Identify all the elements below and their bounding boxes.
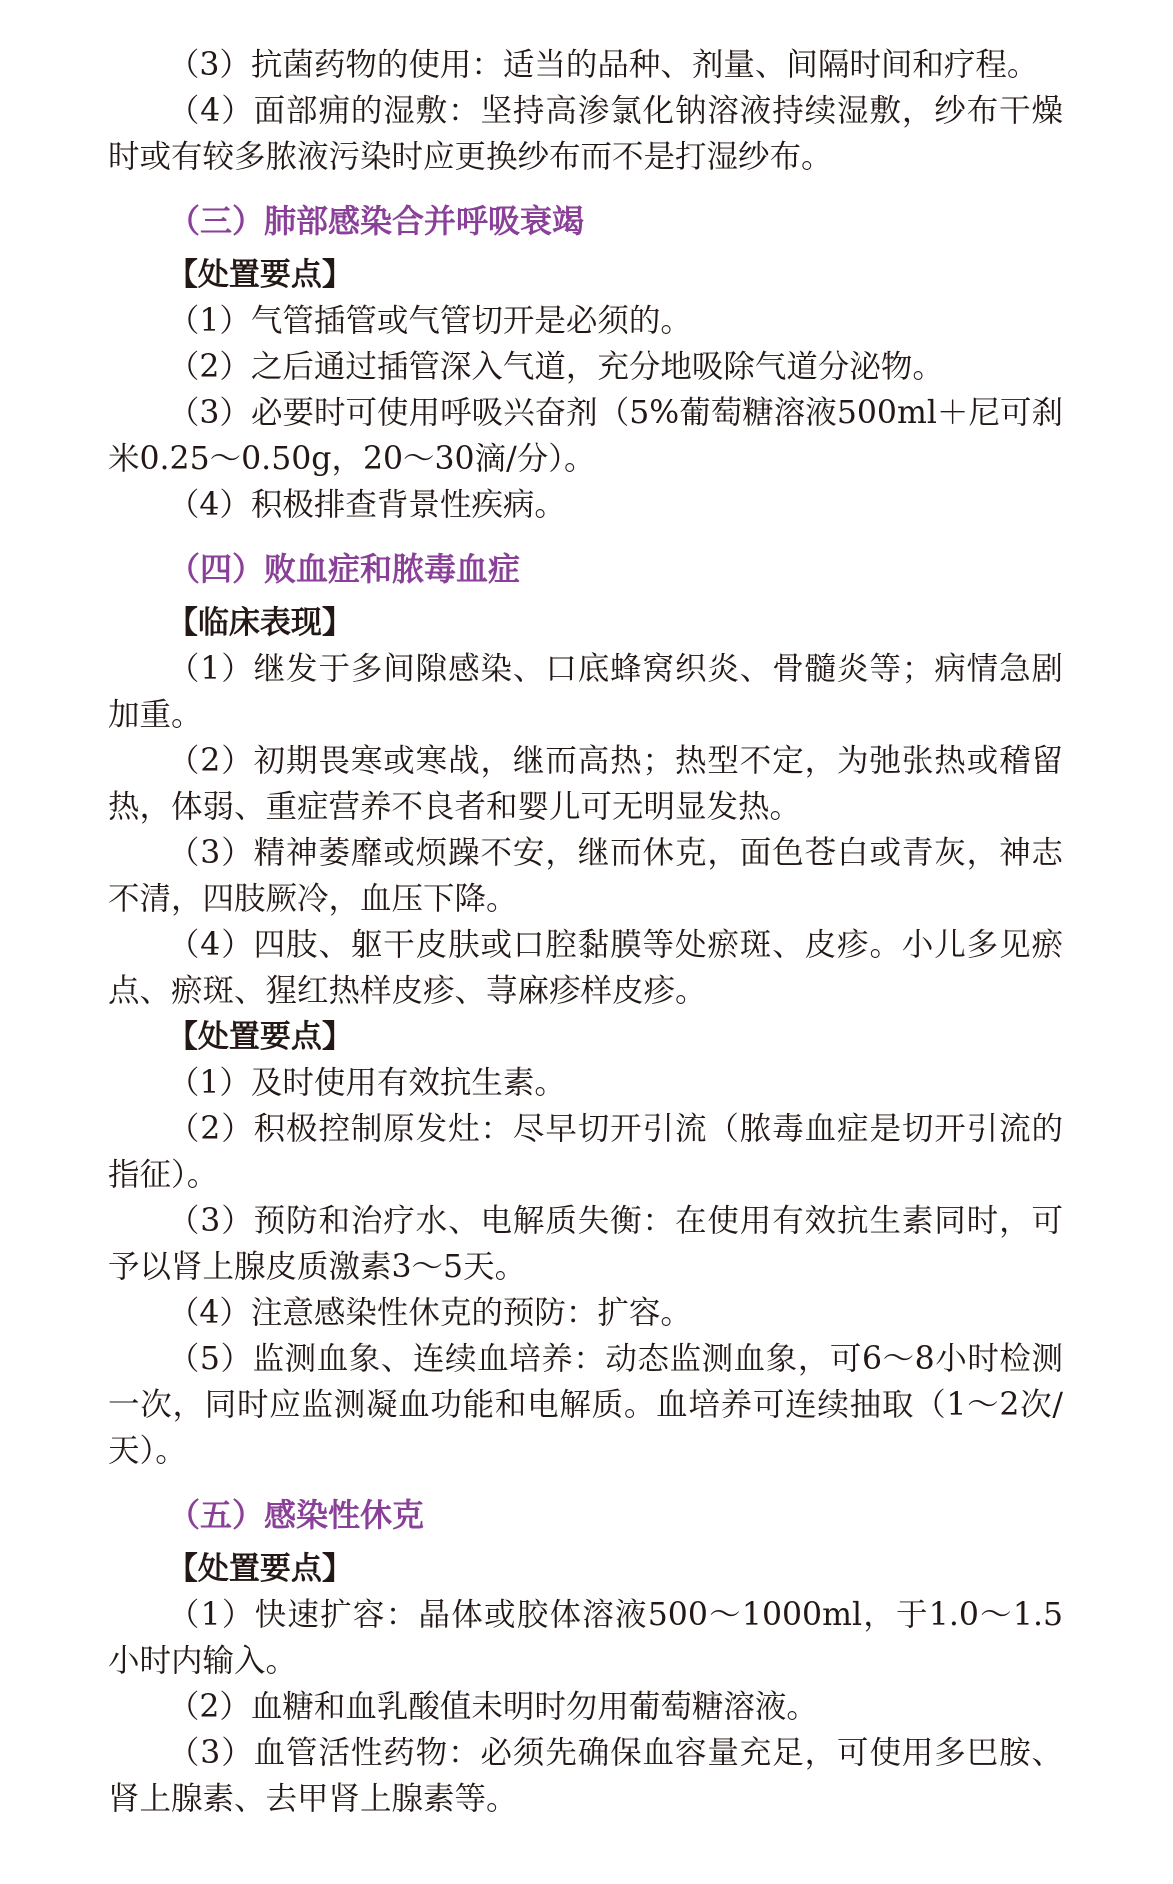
subheading: 【临床表现】 xyxy=(166,605,353,641)
section-heading: （五）感染性休克 xyxy=(168,1496,425,1534)
paragraph: （1）及时使用有效抗生素。 xyxy=(167,1065,566,1101)
paragraph: （4）面部痈的湿敷：坚持高渗氯化钠溶液持续湿敷，纱布干燥时或有较多脓液污染时应更换纱布而不是打湿纱布。 xyxy=(108,93,1063,175)
paragraph: （4）积极排查背景性疾病。 xyxy=(167,487,566,523)
paragraph: （4）注意感染性休克的预防：扩容。 xyxy=(167,1295,692,1331)
paragraph: （4）四肢、躯干皮肤或口腔黏膜等处瘀斑、皮疹。小儿多见瘀点、瘀斑、猩红热样皮疹、荨麻疹样皮疹。 xyxy=(108,927,1063,1009)
paragraph: （3）预防和治疗水、电解质失衡：在使用有效抗生素同时，可予以肾上腺皮质激素3～5天。 xyxy=(108,1203,1063,1285)
subheading: 【处置要点】 xyxy=(166,1551,353,1587)
subheading: 【处置要点】 xyxy=(166,1019,353,1055)
section-heading: （四）败血症和脓毒血症 xyxy=(168,550,521,588)
document-page xyxy=(108,42,1063,1822)
paragraph: （1）气管插管或气管切开是必须的。 xyxy=(167,303,692,339)
paragraph: （1）继发于多间隙感染、口底蜂窝织炎、骨髓炎等；病情急剧加重。 xyxy=(108,651,1063,733)
paragraph: （1）快速扩容：晶体或胶体溶液500～1000ml，于1.0～1.5小时内输入。 xyxy=(108,1597,1063,1679)
paragraph: （2）之后通过插管深入气道，充分地吸除气道分泌物。 xyxy=(167,349,944,385)
paragraph: （3）抗菌药物的使用：适当的品种、剂量、间隔时间和疗程。 xyxy=(167,47,1039,83)
subheading: 【处置要点】 xyxy=(166,257,353,293)
paragraph: （2）血糖和血乳酸值未明时勿用葡萄糖溶液。 xyxy=(167,1689,818,1725)
paragraph: （2）初期畏寒或寒战，继而高热；热型不定，为弛张热或稽留热，体弱、重症营养不良者和婴儿可无明显发热。 xyxy=(108,743,1063,825)
paragraph: （3）必要时可使用呼吸兴奋剂（5%葡萄糖溶液500ml＋尼可刹米0.25～0.50g，20～30滴/分）。 xyxy=(108,395,1063,477)
section-heading: （三）肺部感染合并呼吸衰竭 xyxy=(168,202,585,240)
paragraph: （3）精神萎靡或烦躁不安，继而休克，面色苍白或青灰，神志不清，四肢厥冷，血压下降。 xyxy=(108,835,1063,917)
paragraph: （5）监测血象、连续血培养：动态监测血象，可6～8小时检测一次，同时应监测凝血功能和电解质。血培养可连续抽取（1～2次/天）。 xyxy=(108,1341,1063,1469)
paragraph: （3）血管活性药物：必须先确保血容量充足，可使用多巴胺、肾上腺素、去甲肾上腺素等。 xyxy=(108,1735,1063,1817)
paragraph: （2）积极控制原发灶：尽早切开引流（脓毒血症是切开引流的指征）。 xyxy=(108,1111,1063,1193)
